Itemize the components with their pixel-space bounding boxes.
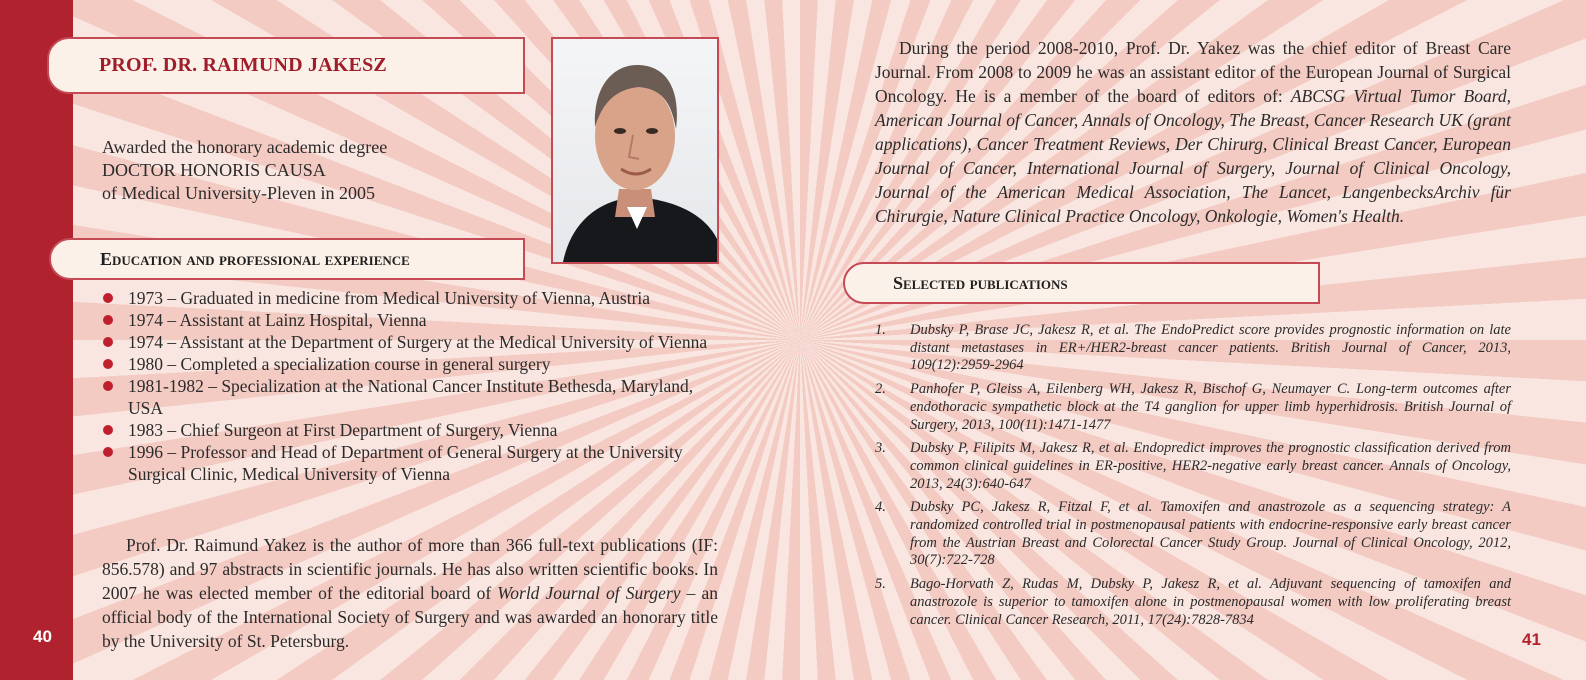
honor-line: Awarded the honorary academic degree (102, 137, 388, 157)
honor-line: DOCTOR HONORIS CAUSA (102, 160, 326, 180)
list-item: 1973 – Graduated in medicine from Medical University of Vienna, Austria (103, 287, 723, 309)
bullet-icon (103, 315, 113, 325)
publications-heading-banner (843, 262, 1320, 304)
education-heading: Education and professional experience (100, 248, 410, 269)
bullet-icon (103, 381, 113, 391)
bullet-icon (103, 425, 113, 435)
publications-heading: Selected publications (893, 272, 1068, 293)
honor-line: of Medical University-Pleven in 2005 (102, 183, 375, 203)
person-name-title: PROF. DR. RAIMUND JAKESZ (99, 54, 387, 76)
list-item: 1981-1982 – Specialization at the National Cancer Institute Bethesda, Maryland, USA (103, 375, 723, 419)
bullet-icon (103, 447, 113, 457)
bullet-icon (103, 293, 113, 303)
list-item (875, 381, 1511, 434)
publication-citation: Panhofer P, Gleiss A, Eilenberg WH, Jakesz R, Bischof G, Neumayer C. Long-term outcomes after endothoracic sympathetic block at the T4 ganglion for upper limb hyperhidrosis. British Journal of Surgery, 2013, 100(11):1471-1477 (910, 381, 1511, 433)
list-item: 1983 – Chief Surgeon at First Department of Surgery, Vienna (103, 419, 723, 441)
bullet-icon (103, 359, 113, 369)
journal-name: World Journal of Surgery (497, 583, 681, 603)
list-item (875, 440, 1511, 493)
list-item: 1974 – Assistant at the Department of Surgery at the Medical University of Vienna (103, 331, 723, 353)
name-banner (47, 37, 525, 94)
portrait-image (553, 39, 717, 262)
publication-citation: Dubsky P, Brase JC, Jakesz R, et al. The EndoPredict score provides prognostic information on late distant metastases in ER+/HER2-breast cancer patients. British Journal of Cancer, 2013, 109(12):2959-2964 (910, 322, 1511, 374)
publication-number: 2. (875, 381, 886, 398)
journal-list: ABCSG Virtual Tumor Board, American Journal of Cancer, Annals of Oncology, The Breast, Cancer Research UK (grant applications), Cancer Treatment Reviews, Der Chirurg, Clinical Breast Cancer, European Journal of Cancer, International Journal of Surgery, Journal of Clinical Oncology, Journal of the American Medical Association, The Lancet, LangenbecksArchiv für Chirurgie, Nature Clinical Practice Oncology, Onkologie, Women's Health. (875, 86, 1512, 226)
list-item: 1980 – Completed a specialization course in general surgery (103, 353, 723, 375)
publication-citation: Bago-Horvath Z, Rudas M, Dubsky P, Jakesz R, et al. Adjuvant sequencing of tamoxifen and anastrozole is superior to tamoxifen alone in postmenopausal women with low proliferating breast cancer. Clinical Cancer Research, 2011, 17(24):7828-7834 (910, 576, 1511, 628)
education-heading-banner (49, 238, 525, 280)
publications-list (875, 322, 1511, 635)
list-item: 1996 – Professor and Head of Department of General Surgery at the University Surgical Clinic, Medical University of Vienna (103, 441, 723, 485)
biography-paragraph: Prof. Dr. Raimund Yakez is the author of more than 366 full-text publications (IF: 856.578) and 97 abstracts in scientific journals. He has also written scientific books. In 2007 he was elected member of the editorial board of World Journal of Surgery – an official body of the International Society of Surgery and was awarded an honorary title by the University of St. Petersburg. (102, 535, 718, 651)
page-number-left: 40 (33, 627, 52, 646)
list-item (875, 499, 1511, 570)
list-item (875, 576, 1511, 629)
honorary-degree-text (102, 136, 387, 205)
publication-number: 1. (875, 322, 886, 338)
list-item (875, 322, 1511, 375)
editorial-paragraph: During the period 2008-2010, Prof. Dr. Yakez was the chief editor of Breast Care Journal. From 2008 to 2009 he was an assistant editor of the European Journal of Surgical Oncology. He is a member of the board of editors of: ABCSG Virtual Tumor Board, American Journal of Cancer, Annals of Oncology, The Breast, Cancer Research UK (grant applications), Cancer Treatment Reviews, Der Chirurg, Clinical Breast Cancer, European Journal of Cancer, International Journal of Surgery, Journal of Clinical Oncology, Journal of the American Medical Association, The Lancet, LangenbecksArchiv für Chirurgie, Nature Clinical Practice Oncology, Onkologie, Women's Health. (875, 38, 1512, 226)
bullet-icon (103, 337, 113, 347)
portrait-photo (551, 37, 719, 264)
education-list (103, 287, 723, 485)
publication-citation: Dubsky P, Filipits M, Jakesz R, et al. Endopredict improves the prognostic classification derived from common clinical guidelines in ER-positive, HER2-negative early breast cancer. Annals of Oncology, 2013, 24(3):640-647 (910, 440, 1511, 492)
publication-number: 4. (875, 499, 886, 516)
left-margin-bar (0, 0, 73, 680)
publication-citation: Dubsky PC, Jakesz R, Fitzal F, et al. Tamoxifen and anastrozole as a sequencing strategy: A randomized controlled trial in postmenopausal patients with endocrine-responsive early breast cancer from the Austrian Breast and Colorectal Cancer Study Group. Journal of Clinical Oncology, 2012, 30(7):722-728 (910, 499, 1511, 569)
list-item: 1974 – Assistant at Lainz Hospital, Vienna (103, 309, 723, 331)
publication-number: 5. (875, 576, 886, 593)
publication-number: 3. (875, 440, 886, 457)
page-number-right: 41 (1522, 630, 1541, 649)
